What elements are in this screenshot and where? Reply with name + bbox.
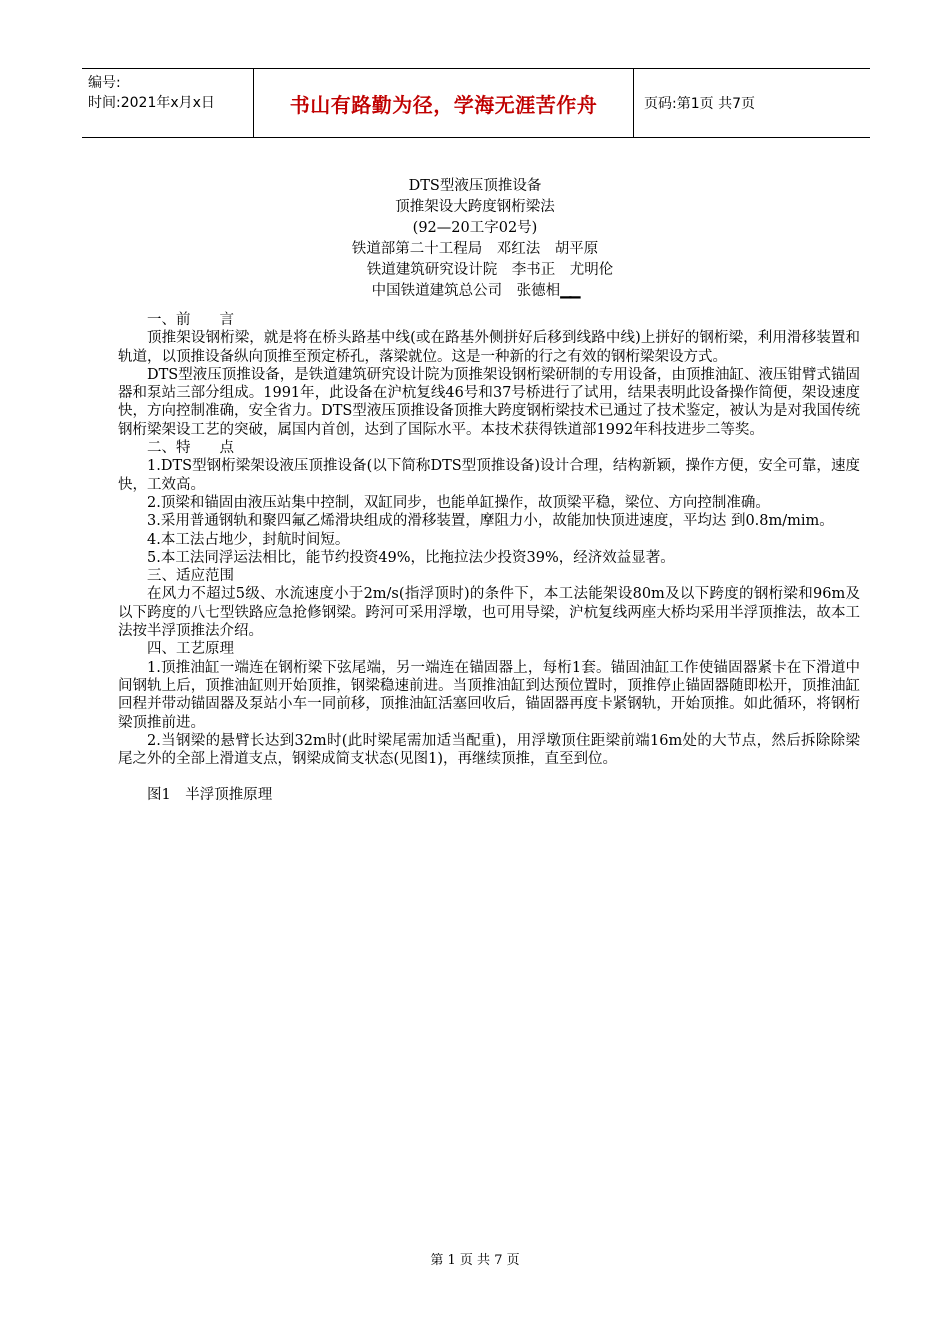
paragraph: 4.本工法占地少，封航时间短。	[147, 531, 350, 548]
section-heading-features: 二、特 点	[147, 440, 234, 457]
author-line-3-wrap	[0, 281, 950, 302]
page-header	[82, 68, 870, 138]
document-title-block	[0, 176, 950, 302]
paragraph: 1.顶推油缸一端连在钢桁梁下弦尾端，另一端连在锚固器上，每桁1套。锚固油缸工作使锚固器紧卡在下滑道中间钢轨上后，顶推油缸则开始顶推，钢梁稳速前进。当顶推油缸到达预位置时，顶推停止锚固器随即松开，顶推油缸回程并带动锚固器及泵站小车一同前移，顶推油缸活塞回收后，锚固器再度卡紧钢轨，开始顶推。如此循环，将钢桁梁顶推前进。	[118, 659, 860, 731]
paragraph: DTS型液压顶推设备，是铁道建筑研究设计院为顶推架设钢桁梁研制的专用设备，由顶推油缸、液压钳臂式锚固器和泵站三部分组成。1991年，此设备在沪杭复线46号和37号桥进行了试用，结果表明此设备操作简便，架设速度快，方向控制准确，安全省力。DTS型液压顶推设备顶推大跨度钢桁梁技术已通过了技术鉴定，被认为是对我国传统钢桁梁架设工艺的突破，属国内首创，达到了国际水平。本技术获得铁道部1992年科技进步二等奖。	[118, 366, 860, 438]
title-line-3: (92—20工字02号)	[412, 220, 538, 236]
header-left-cell	[82, 69, 254, 137]
paragraph: 2.顶梁和锚固由液压站集中控制，双缸同步，也能单缸操作，故顶梁平稳，梁位、方向控制准确。	[147, 494, 770, 511]
paragraph: 顶推架设钢桁梁，就是将在桥头路基中线(或在路基外侧拼好后移到线路中线)上拼好的钢桁梁，利用滑移装置和轨道，以顶推设备纵向顶推至预定桥孔，落梁就位。这是一种新的行之有效的钢桁梁架设方式。	[118, 330, 860, 365]
author-line-2: 铁道建筑研究设计院 李书正 尤明伦	[366, 262, 614, 278]
paragraph: 1.DTS型钢桁梁架设液压顶推设备(以下简称DTS型顶推设备)设计合理，结构新颖，操作方便，安全可靠，速度快，工效高。	[118, 458, 860, 493]
author-line-3: 中国铁道建筑总公司 张德相	[371, 283, 561, 299]
header-motto-cell	[254, 69, 634, 137]
title-line-1: DTS型液压顶推设备	[408, 178, 542, 194]
garbled-glyph-marks: ▁▁	[560, 283, 579, 299]
header-page-info: 页码:第1页 共7页	[644, 96, 755, 112]
paragraph: 2.当钢梁的悬臂长达到32m时(此时梁尾需加适当配重)，用浮墩顶住距梁前端16m处的大节点，然后拆除除梁尾之外的全部上滑道支点，钢梁成简支状态(见图1)，再继续顶推，直至到位。	[118, 732, 860, 768]
header-motto: 书山有路勤为径，学海无涯苦作舟	[289, 92, 598, 117]
title-line-2: 顶推架设大跨度钢桁梁法	[395, 199, 555, 215]
section-heading-principle: 四、工艺原理	[147, 641, 234, 658]
section-heading-foreword: 一、前 言	[147, 312, 234, 328]
document-number-label: 编号:	[88, 75, 121, 91]
author-line-1: 铁道部第二十工程局 邓红法 胡平原	[351, 241, 599, 257]
paragraph: 5.本工法同浮运法相比，能节约投资49%，比拖拉法少投资39%，经济效益显著。	[147, 549, 675, 566]
section-heading-scope: 三、适应范围	[147, 568, 234, 585]
figure-caption: 图1 半浮顶推原理	[147, 787, 273, 804]
document-time-label: 时间:2021年x月x日	[88, 95, 215, 111]
paragraph: 在风力不超过5级、水流速度小于2m/s(指浮顶时)的条件下，本工法能架设80m及以下跨度的钢桁梁和96m及以下跨度的八七型铁路应急抢修钢梁。跨河可采用浮墩，也可用导梁，沪杭复线两座大桥均采用半浮顶推法，故本工法按半浮顶推法介绍。	[118, 586, 860, 640]
page-footer: 第 1 页 共 7 页	[430, 1253, 520, 1268]
document-body	[118, 311, 860, 805]
paragraph: 3.采用普通钢轨和聚四氟乙烯滑块组成的滑移装置，摩阻力小，故能加快顶进速度，平均达 到0.8m/mim。	[147, 513, 834, 530]
